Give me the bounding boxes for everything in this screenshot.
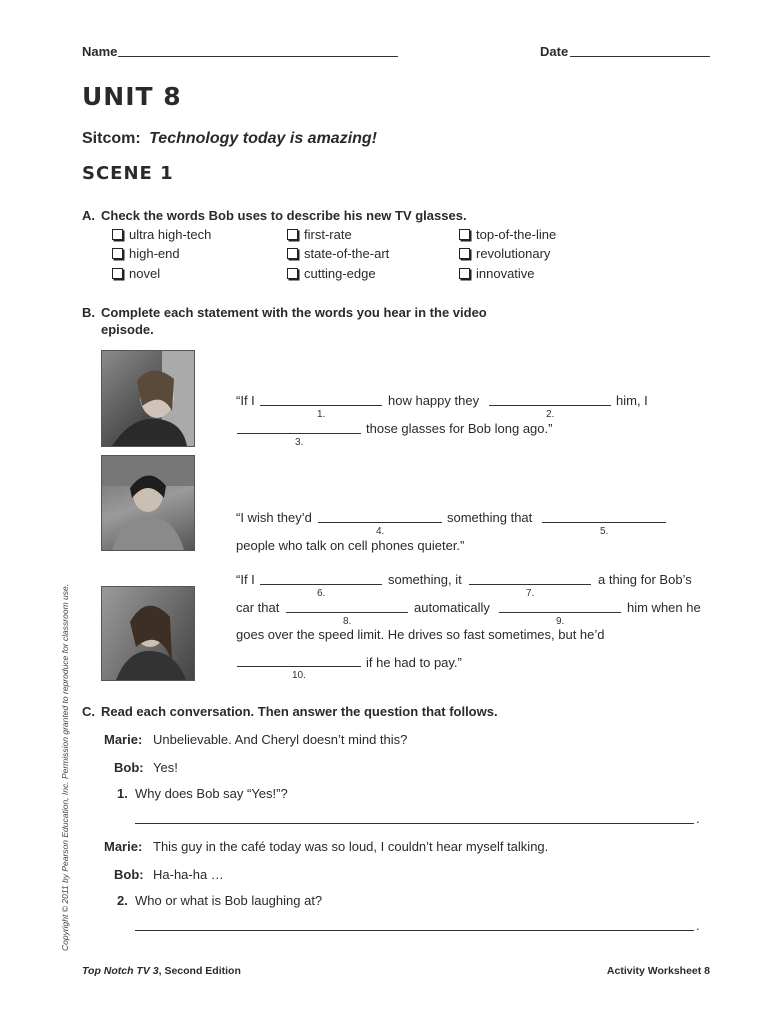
section-b-instruction-1: Complete each statement with the words you hear in the video (101, 305, 487, 320)
blank-10[interactable] (237, 666, 361, 667)
date-field[interactable] (570, 56, 710, 57)
question-text: Who or what is Bob laughing at? (135, 893, 323, 908)
statement-text: something that (447, 510, 533, 525)
copyright-notice: Copyright © 2011 by Pearson Education, Inc. Permission granted to reproduce for classroom use. (60, 583, 70, 951)
section-a-letter: A. (82, 208, 95, 223)
scene-title: SCENE 1 (82, 163, 174, 184)
checkbox[interactable] (112, 229, 123, 240)
scene-photo-1 (101, 350, 195, 447)
blank-8[interactable] (286, 612, 408, 613)
statement-text: “If I (236, 393, 255, 408)
person-image (102, 587, 194, 680)
checkbox[interactable] (112, 248, 123, 259)
option-item[interactable]: cutting-edge (287, 266, 376, 281)
scene-photo-2 (101, 455, 195, 551)
option-item[interactable]: novel (112, 266, 160, 281)
statement-text: “I wish they’d (236, 510, 312, 525)
period: . (696, 918, 700, 933)
blank-number: 7. (526, 588, 535, 599)
person-image (102, 456, 194, 550)
statement-text: car that (236, 600, 280, 615)
statement-text: automatically (414, 600, 490, 615)
statement-text: him, I (616, 393, 648, 408)
checkbox[interactable] (112, 268, 123, 279)
statement-text: if he had to pay.” (366, 655, 462, 670)
blank-2[interactable] (489, 405, 611, 406)
statement-text: goes over the speed limit. He drives so fast sometimes, but he’d (236, 627, 605, 642)
blank-7[interactable] (469, 584, 591, 585)
blank-number: 3. (295, 437, 304, 448)
blank-1[interactable] (260, 405, 382, 406)
footer-worksheet-label: Activity Worksheet 8 (606, 965, 710, 977)
sitcom-title: Technology today is amazing! (149, 130, 378, 147)
option-item[interactable]: state-of-the-art (287, 246, 389, 261)
sitcom-label: Sitcom: (82, 130, 141, 147)
blank-4[interactable] (318, 522, 442, 523)
speaker-label: Bob: (114, 760, 144, 775)
answer-line-1[interactable] (135, 823, 694, 824)
option-item[interactable]: high-end (112, 246, 180, 261)
answer-line-2[interactable] (135, 930, 694, 931)
dialogue-line: This guy in the café today was so loud, I couldn’t hear myself talking. (153, 839, 549, 854)
statement-text: those glasses for Bob long ago.” (366, 421, 553, 436)
blank-number: 6. (317, 588, 326, 599)
option-item[interactable]: top-of-the-line (459, 227, 556, 242)
speaker-label: Marie: (104, 732, 143, 747)
statement-text: people who talk on cell phones quieter.” (236, 538, 465, 553)
checkbox[interactable] (287, 229, 298, 240)
question-number: 2. (117, 893, 128, 908)
checkbox[interactable] (287, 268, 298, 279)
checkbox[interactable] (459, 248, 470, 259)
blank-3[interactable] (237, 433, 361, 434)
blank-5[interactable] (542, 522, 666, 523)
dialogue-line: Ha-ha-ha … (153, 867, 224, 882)
statement-text: a thing for Bob’s (598, 572, 692, 587)
option-item[interactable]: ultra high-tech (112, 227, 211, 242)
speaker-label: Marie: (104, 839, 143, 854)
name-field[interactable] (118, 56, 398, 57)
scene-photo-3 (101, 586, 195, 681)
blank-6[interactable] (260, 584, 382, 585)
option-item[interactable]: revolutionary (459, 246, 550, 261)
question-text: Why does Bob say “Yes!”? (135, 786, 288, 801)
option-item[interactable]: first-rate (287, 227, 352, 242)
period: . (696, 811, 700, 826)
sitcom-heading (82, 130, 377, 148)
dialogue-line: Yes! (153, 760, 178, 775)
statement-text: “If I (236, 572, 255, 587)
checkbox[interactable] (459, 229, 470, 240)
statement-text: how happy they (388, 393, 480, 408)
blank-number: 4. (376, 526, 385, 537)
statement-text: something, it (388, 572, 462, 587)
section-a-instruction: Check the words Bob uses to describe his new TV glasses. (101, 208, 467, 223)
blank-number: 5. (600, 526, 609, 537)
footer-book-title: Top Notch TV 3, Second Edition (82, 965, 241, 977)
blank-number: 8. (343, 616, 352, 627)
section-c-instruction: Read each conversation. Then answer the question that follows. (101, 704, 498, 719)
name-label: Name (82, 44, 118, 59)
blank-number: 2. (546, 409, 555, 420)
checkbox[interactable] (287, 248, 298, 259)
section-b-letter: B. (82, 305, 95, 320)
person-image (102, 351, 194, 446)
section-c-letter: C. (82, 704, 95, 719)
blank-9[interactable] (499, 612, 621, 613)
option-item[interactable]: innovative (459, 266, 535, 281)
blank-number: 10. (292, 670, 306, 681)
blank-number: 1. (317, 409, 326, 420)
dialogue-line: Unbelievable. And Cheryl doesn’t mind this? (153, 732, 408, 747)
date-label: Date (540, 44, 569, 59)
speaker-label: Bob: (114, 867, 144, 882)
unit-title: UNIT 8 (82, 82, 182, 111)
question-number: 1. (117, 786, 128, 801)
statement-text: him when he (627, 600, 701, 615)
section-b-instruction-2: episode. (101, 322, 154, 337)
blank-number: 9. (556, 616, 565, 627)
checkbox[interactable] (459, 268, 470, 279)
